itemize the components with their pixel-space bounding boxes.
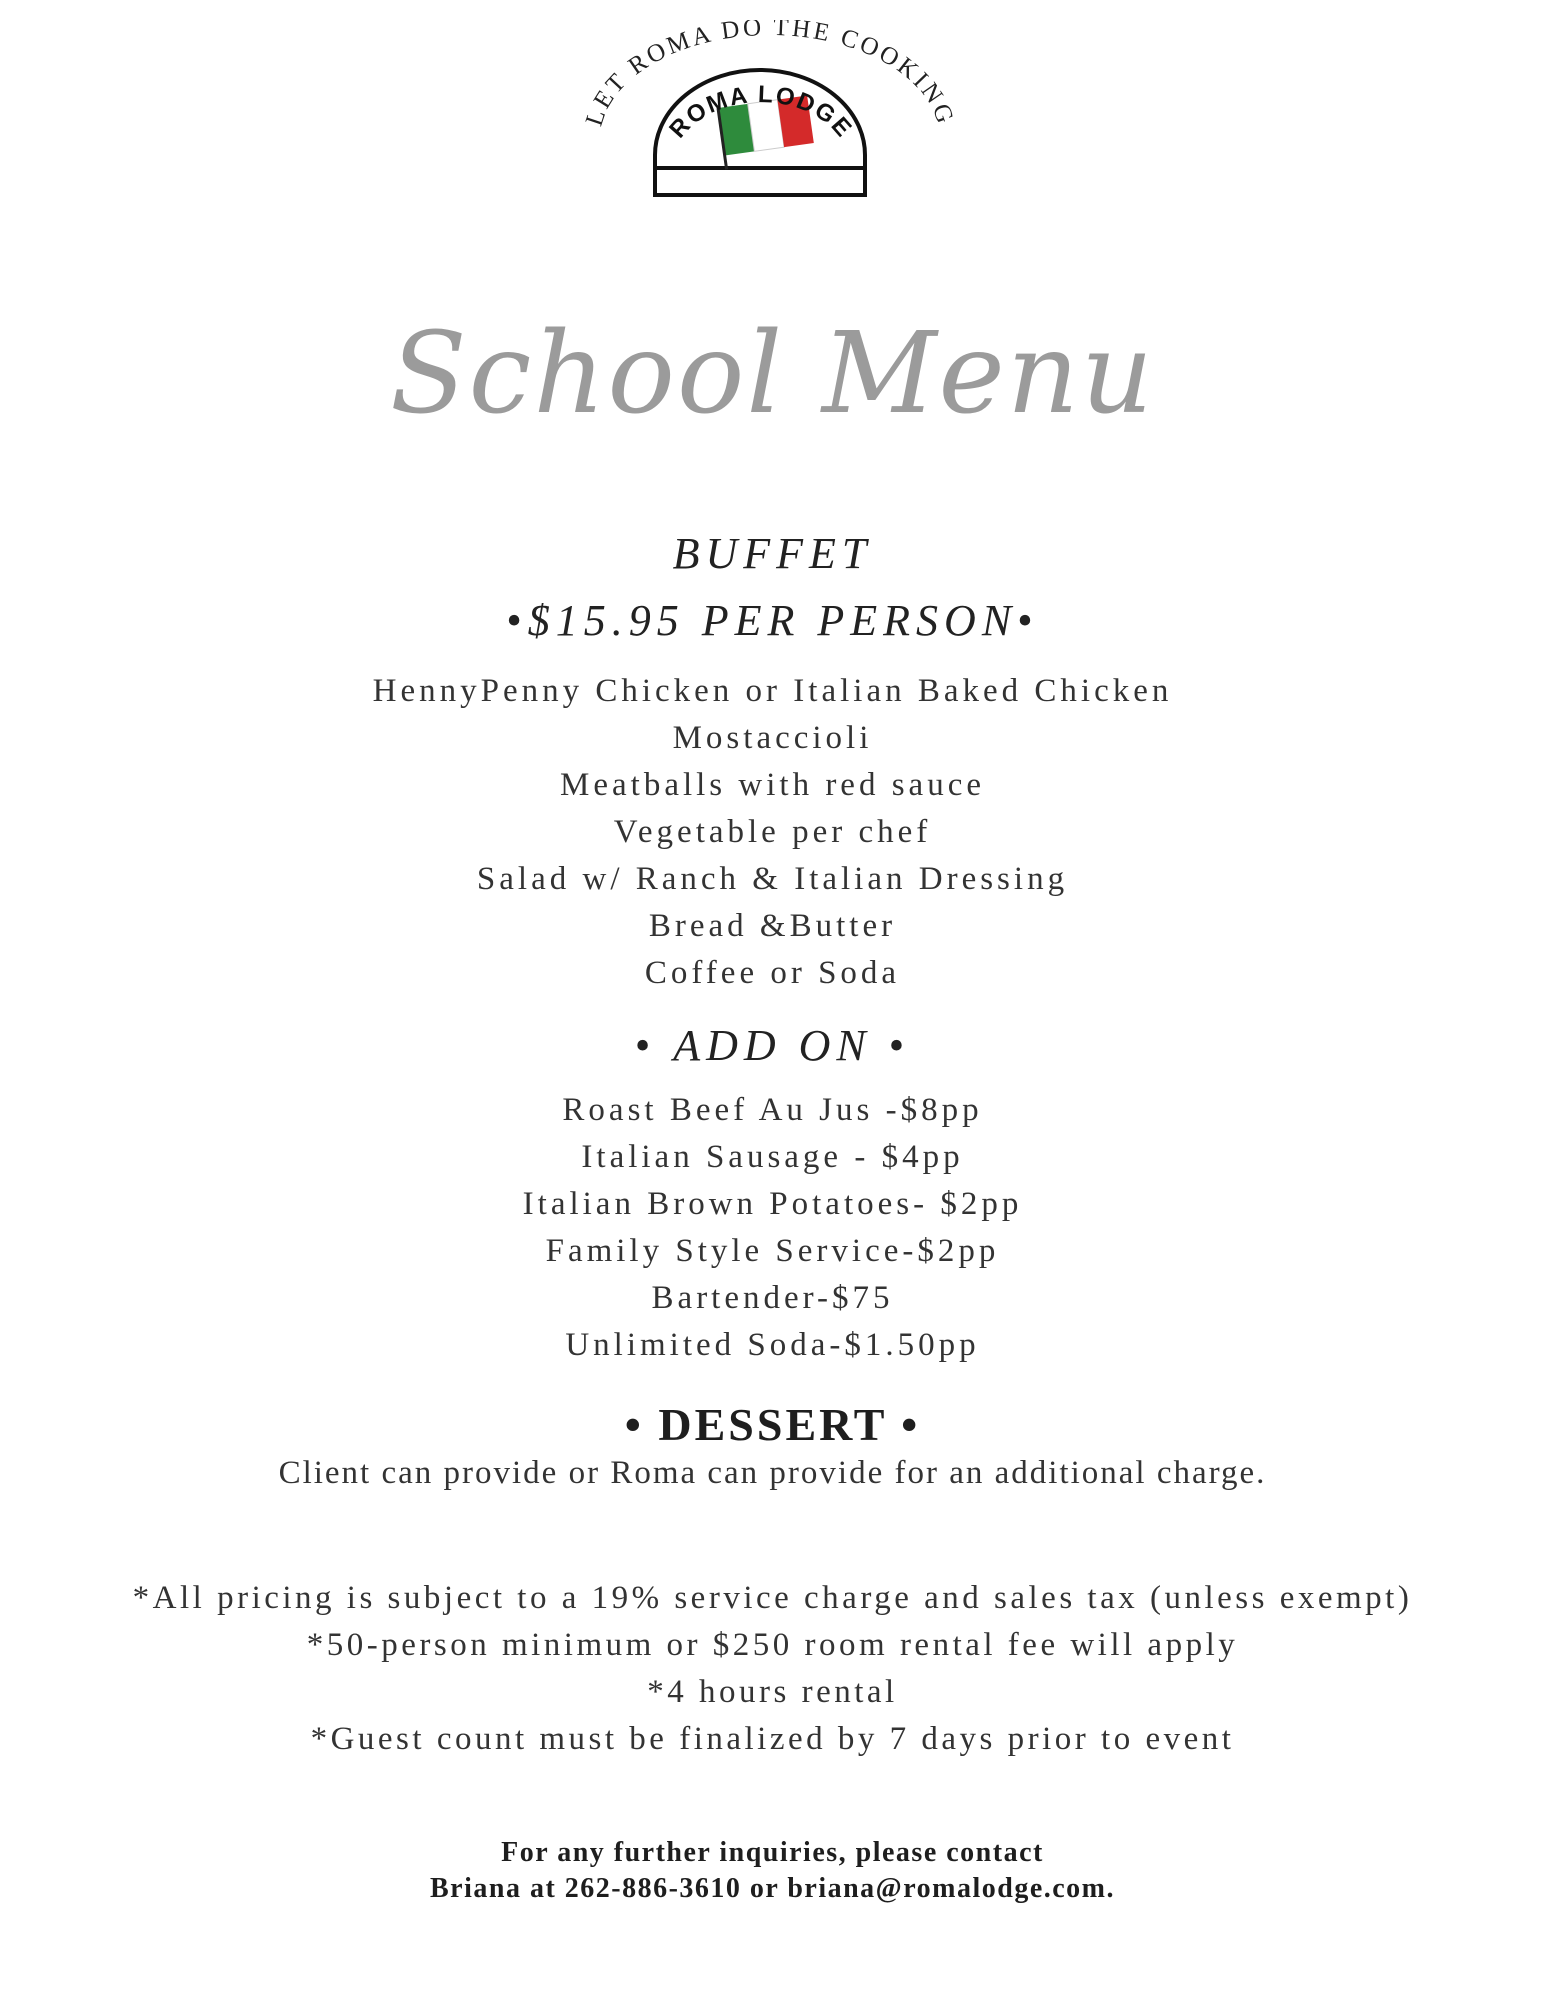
dessert-note: Client can provide or Roma can provide for an additional charge. [278,1455,1267,1491]
svg-text:ROMA LODGE: ROMA LODGE [664,80,858,144]
svg-text:LET ROMA DO THE COOKING: LET ROMA DO THE COOKING [580,20,960,130]
list-item: Unlimited Soda-$1.50pp [565,1327,980,1363]
list-item: Salad w/ Ranch & Italian Dressing [476,861,1069,897]
menu-title: School Menu [389,309,1156,439]
list-item: Italian Sausage - $4pp [581,1139,964,1175]
buffet-heading: BUFFET [672,529,873,578]
buffet-item-list [0,668,1545,997]
note-item: *50-person minimum or $250 room rental fee will apply [306,1627,1239,1663]
contact-line-1: For any further inquiries, please contact [501,1837,1044,1868]
buffet-price: •$15.95 PER PERSON• [506,596,1039,645]
contact-info [0,1835,1545,1907]
list-item: Bartender-$75 [651,1280,894,1316]
note-item: *Guest count must be finalized by 7 days prior to event [310,1721,1235,1757]
list-item: Mostaccioli [672,720,873,756]
list-item: Bread &Butter [648,908,897,944]
list-item: Meatballs with red sauce [560,767,985,803]
price-text: $15.95 PER PERSON [527,596,1018,645]
note-item: *All pricing is subject to a 19% service charge and sales tax (unless exempt) [132,1580,1413,1616]
pricing-notes [0,1575,1545,1763]
dessert-heading: • DESSERT • [624,1399,921,1450]
add-on-heading-text: ADD ON [673,1021,872,1070]
note-item: *4 hours rental [647,1674,898,1710]
list-item: Vegetable per chef [613,814,932,850]
dessert-heading-text: DESSERT [658,1399,887,1450]
add-on-heading: • ADD ON • [634,1021,911,1070]
contact-line-2: Briana at 262-886-3610 or briana@romalodge.com. [429,1873,1116,1904]
list-item: Family Style Service-$2pp [545,1233,1000,1269]
list-item: Coffee or Soda [644,955,901,991]
list-item: HennyPenny Chicken or Italian Baked Chicken [372,673,1173,709]
list-item: Roast Beef Au Jus -$8pp [562,1092,983,1128]
roma-lodge-logo [560,20,980,210]
add-on-list [0,1087,1545,1369]
list-item: Italian Brown Potatoes- $2pp [522,1186,1023,1222]
